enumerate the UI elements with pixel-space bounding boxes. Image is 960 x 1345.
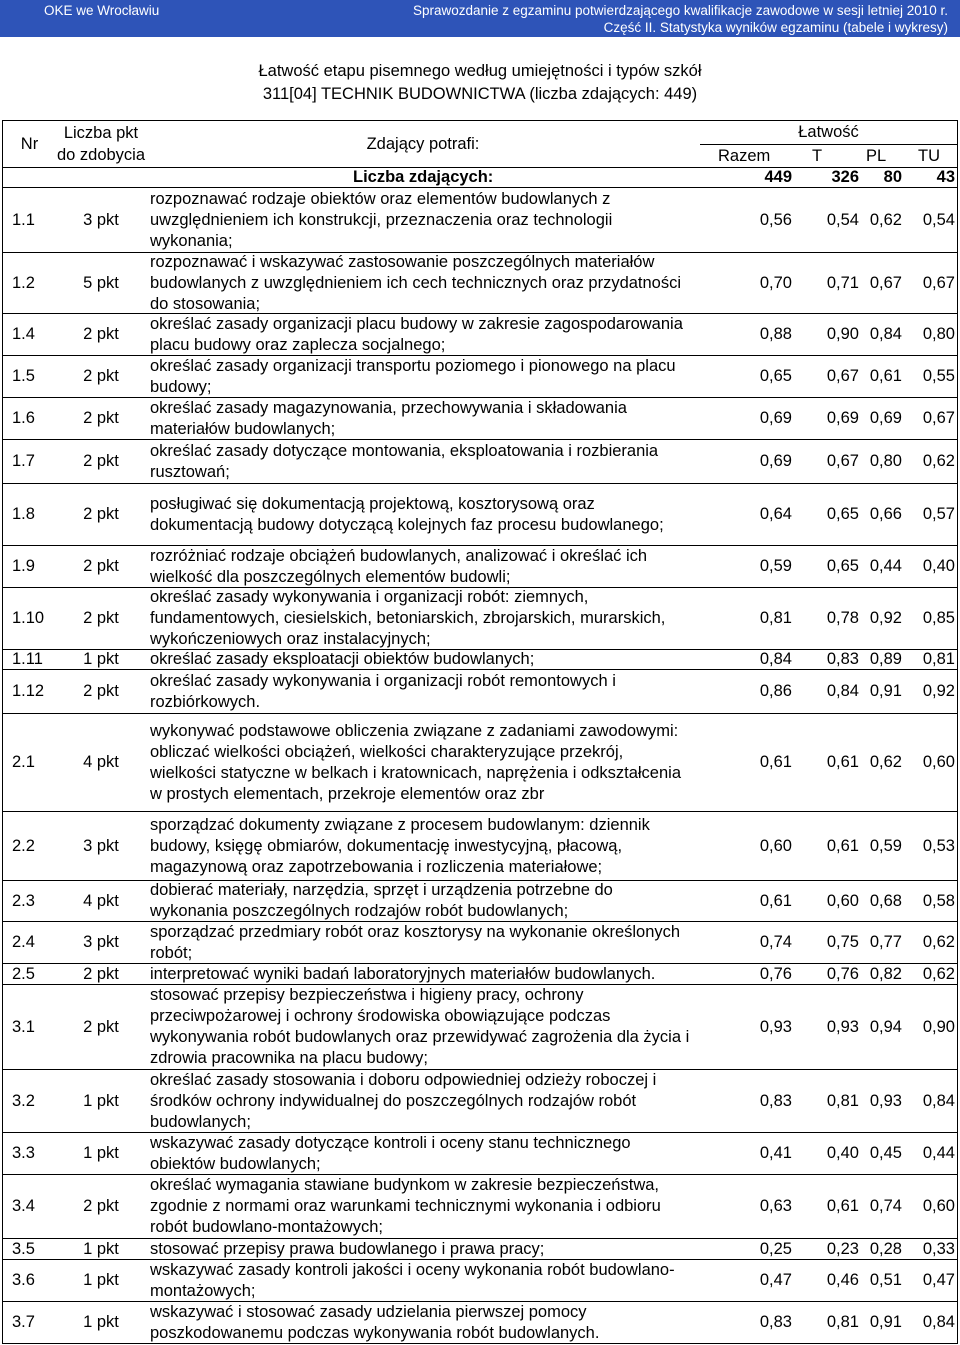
row-t-value: 0,65 xyxy=(826,557,859,575)
row-skill-line: wykończeniowych oraz instalacyjnych; xyxy=(150,630,431,648)
table-row xyxy=(3,356,957,398)
row-razem-value: 0,64 xyxy=(759,505,792,523)
row-razem-value: 0,25 xyxy=(759,1239,792,1258)
row-pl-value: 0,61 xyxy=(869,367,902,385)
row-tu-value: 0,80 xyxy=(922,325,955,343)
row-points: 2 pkt xyxy=(83,325,119,343)
row-points: 3 pkt xyxy=(83,210,119,229)
row-pl-value: 0,77 xyxy=(869,933,902,951)
row-skill-description xyxy=(146,670,700,713)
row-number: 3.2 xyxy=(12,1091,35,1110)
row-number: 1.12 xyxy=(12,682,45,700)
row-tu-value: 0,85 xyxy=(922,609,955,627)
row-pl-value: 0,91 xyxy=(869,682,902,700)
table-row xyxy=(3,188,957,253)
row-points: 5 pkt xyxy=(83,273,119,292)
row-tu-value: 0,58 xyxy=(922,891,955,910)
row-skill-description xyxy=(146,1302,700,1343)
row-razem-value: 0,86 xyxy=(759,682,792,700)
row-skill-description xyxy=(146,881,700,921)
count-row xyxy=(3,168,957,188)
row-number: 2.1 xyxy=(12,753,35,771)
row-tu-value: 0,90 xyxy=(922,1017,955,1036)
row-pl-value: 0,66 xyxy=(869,505,902,523)
row-tu-value: 0,92 xyxy=(922,682,955,700)
row-t-value: 0,67 xyxy=(826,452,859,470)
row-t-value: 0,40 xyxy=(826,1144,859,1162)
row-pl-value: 0,44 xyxy=(869,557,902,575)
row-pl-value: 0,92 xyxy=(869,609,902,627)
row-skill-line: wykonania poszczególnych rodzajów robót budowlanych; xyxy=(150,902,569,920)
row-razem-value: 0,81 xyxy=(759,609,792,627)
row-number: 1.8 xyxy=(12,505,35,523)
row-skill-line: rozróżniać rodzaje obciążeń budowlanych, analizować i określać ich xyxy=(150,546,648,565)
row-skill-line: określać zasady wykonywania i organizacji robót: ziemnych, xyxy=(150,588,589,606)
row-pl-value: 0,69 xyxy=(869,409,902,427)
row-skill-description xyxy=(146,714,700,811)
row-skill-line: rozbiórkowych. xyxy=(150,692,261,711)
row-number: 1.1 xyxy=(12,210,35,229)
row-number: 3.6 xyxy=(12,1271,35,1289)
header-difficulty: Łatwość xyxy=(700,121,957,145)
row-tu-value: 0,47 xyxy=(922,1271,955,1289)
row-points: 2 pkt xyxy=(83,557,119,575)
row-t-value: 0,69 xyxy=(826,409,859,427)
row-tu-value: 0,33 xyxy=(922,1239,955,1258)
row-skill-line: przeciwpożarowej i ochrony środowiska obowiązujące podczas xyxy=(150,1007,611,1025)
table-body xyxy=(3,188,957,1344)
count-pl: 80 xyxy=(883,168,902,186)
row-skill-description xyxy=(146,650,700,669)
page-title xyxy=(0,60,960,106)
row-number: 1.4 xyxy=(12,325,35,343)
row-razem-value: 0,65 xyxy=(759,367,792,385)
row-t-value: 0,67 xyxy=(826,367,859,385)
row-skill-description xyxy=(146,484,700,545)
row-tu-value: 0,67 xyxy=(922,273,955,292)
row-pl-value: 0,94 xyxy=(869,1017,902,1036)
row-skill-line: zdrowia pracownika na placu budowy; xyxy=(150,1049,428,1067)
row-skill-description xyxy=(146,985,700,1069)
row-t-value: 0,81 xyxy=(826,1313,859,1331)
table-header xyxy=(3,120,957,168)
row-number: 1.9 xyxy=(12,557,35,575)
row-skill-description xyxy=(146,812,700,880)
row-skill-description xyxy=(146,546,700,587)
row-t-value: 0,81 xyxy=(826,1091,859,1110)
row-skill-line: wskazywać i stosować zasady udzielania pierwszej pomocy xyxy=(150,1302,587,1321)
row-t-value: 0,90 xyxy=(826,325,859,343)
row-skill-line: obiektów budowlanych; xyxy=(150,1154,321,1173)
report-header-bar xyxy=(0,0,960,37)
table-row xyxy=(3,1133,957,1175)
table-row xyxy=(3,1239,957,1260)
row-t-value: 0,71 xyxy=(826,273,859,292)
row-skill-line: określać zasady magazynowania, przechowywania i składowania xyxy=(150,398,627,417)
row-number: 1.6 xyxy=(12,409,35,427)
table-row xyxy=(3,1070,957,1133)
row-skill-line: magazynową oraz zapotrzebowania i rozliczenia materiałowe; xyxy=(150,857,603,876)
row-tu-value: 0,81 xyxy=(922,650,955,668)
table-row xyxy=(3,314,957,356)
row-skill-line: budowlanych z uwzględnieniem ich cech technicznych oraz przydatności xyxy=(150,273,682,292)
row-razem-value: 0,70 xyxy=(759,273,792,292)
row-t-value: 0,46 xyxy=(826,1271,859,1289)
row-skill-description xyxy=(146,1133,700,1174)
row-number: 1.2 xyxy=(12,273,35,292)
row-tu-value: 0,55 xyxy=(922,367,955,385)
row-points: 1 pkt xyxy=(83,650,119,668)
row-skill-description xyxy=(146,1070,700,1132)
row-tu-value: 0,40 xyxy=(922,557,955,575)
header-razem: Razem xyxy=(718,146,771,165)
row-t-value: 0,84 xyxy=(826,682,859,700)
row-tu-value: 0,62 xyxy=(922,452,955,470)
row-skill-line: stosować przepisy bezpieczeństwa i higieny pracy, ochrony xyxy=(150,986,584,1004)
row-skill-line: rusztowań; xyxy=(150,462,230,481)
row-skill-line: materiałów budowlanych; xyxy=(150,419,336,438)
row-skill-line: montażowych; xyxy=(150,1281,256,1300)
header-t: T xyxy=(812,146,823,165)
row-razem-value: 0,93 xyxy=(759,1017,792,1036)
row-pl-value: 0,28 xyxy=(869,1239,902,1258)
row-skill-line: posługiwać się dokumentacją projektową, kosztorysową oraz xyxy=(150,494,595,513)
row-razem-value: 0,74 xyxy=(759,933,792,951)
row-razem-value: 0,76 xyxy=(759,964,792,983)
table-row xyxy=(3,812,957,881)
row-skill-line: dobierać materiały, narzędzia, sprzęt i urządzenia potrzebne do xyxy=(150,881,613,899)
table-row xyxy=(3,670,957,714)
row-skill-line: wykonywania robót budowlanych oraz przewidywać zagrożenia dla życia i xyxy=(150,1028,690,1046)
count-label: Liczba zdających: xyxy=(353,168,494,186)
header-points xyxy=(56,121,146,167)
row-number: 3.3 xyxy=(12,1144,35,1162)
row-number: 3.4 xyxy=(12,1197,35,1215)
row-skill-description xyxy=(146,314,700,355)
row-tu-value: 0,62 xyxy=(922,964,955,983)
row-pl-value: 0,67 xyxy=(869,273,902,292)
row-skill-description xyxy=(146,1175,700,1238)
row-t-value: 0,61 xyxy=(826,1197,859,1215)
row-number: 2.3 xyxy=(12,891,35,910)
row-skill-line: do stosowania; xyxy=(150,294,261,313)
table-row xyxy=(3,964,957,985)
row-razem-value: 0,83 xyxy=(759,1313,792,1331)
header-skill: Zdający potrafi: xyxy=(366,134,480,153)
row-razem-value: 0,60 xyxy=(759,836,792,855)
row-razem-value: 0,84 xyxy=(759,650,792,668)
count-tu: 43 xyxy=(936,168,955,186)
row-number: 2.5 xyxy=(12,964,35,983)
row-t-value: 0,65 xyxy=(826,505,859,523)
row-skill-line: w prostych elementach, przekroje elementów oraz zbr xyxy=(150,784,545,803)
table-row xyxy=(3,1260,957,1302)
table-row xyxy=(3,440,957,484)
row-points: 2 pkt xyxy=(83,682,119,700)
row-skill-line: wykonania; xyxy=(150,231,233,250)
row-points: 2 pkt xyxy=(83,1197,119,1215)
row-razem-value: 0,88 xyxy=(759,325,792,343)
difficulty-table xyxy=(2,120,958,1344)
row-skill-line: sporządzać dokumenty związane z procesem budowlanym: dziennik xyxy=(150,815,650,834)
row-skill-line: środków ochrony indywidualnej do poszczególnych rodzajów robót xyxy=(150,1091,637,1110)
row-skill-line: stosować przepisy prawa budowlanego i prawa pracy; xyxy=(150,1239,545,1258)
row-number: 1.5 xyxy=(12,367,35,385)
row-skill-line: dokumentacją budowy dotyczącą kolejnych faz procesu budowlanego; xyxy=(150,515,664,534)
row-t-value: 0,61 xyxy=(826,753,859,771)
row-skill-line: robót; xyxy=(150,943,193,962)
table-row xyxy=(3,253,957,314)
row-pl-value: 0,93 xyxy=(869,1091,902,1110)
row-points: 2 pkt xyxy=(83,964,119,983)
row-number: 3.5 xyxy=(12,1239,35,1258)
row-skill-line: placu budowy oraz zaplecza socjalnego; xyxy=(150,335,446,354)
row-skill-description xyxy=(146,188,700,252)
table-row xyxy=(3,546,957,588)
report-title-line2: Część II. Statystyka wyników egzaminu (tabele i wykresy) xyxy=(603,20,948,35)
row-razem-value: 0,69 xyxy=(759,409,792,427)
row-tu-value: 0,57 xyxy=(922,505,955,523)
row-razem-value: 0,56 xyxy=(759,210,792,229)
row-skill-line: uwzględnieniem ich konstrukcji, przeznaczenia oraz technologii xyxy=(150,210,613,229)
header-points-line1: Liczba pkt xyxy=(63,124,139,142)
row-tu-value: 0,53 xyxy=(922,836,955,855)
row-points: 4 pkt xyxy=(83,753,119,771)
row-skill-description xyxy=(146,1239,700,1259)
row-points: 2 pkt xyxy=(83,1017,119,1036)
row-skill-description xyxy=(146,356,700,397)
count-t: 326 xyxy=(831,168,859,186)
table-row xyxy=(3,714,957,812)
row-points: 2 pkt xyxy=(83,505,119,523)
row-skill-description xyxy=(146,253,700,313)
row-skill-line: określać wymagania stawiane budynkom w zakresie bezpieczeństwa, xyxy=(150,1176,659,1194)
row-razem-value: 0,61 xyxy=(759,891,792,910)
table-row xyxy=(3,650,957,670)
row-number: 1.10 xyxy=(12,609,45,627)
row-t-value: 0,76 xyxy=(826,964,859,983)
table-row xyxy=(3,922,957,964)
row-razem-value: 0,69 xyxy=(759,452,792,470)
row-points: 2 pkt xyxy=(83,409,119,427)
header-tu: TU xyxy=(918,146,940,165)
row-points: 2 pkt xyxy=(83,367,119,385)
report-title-block xyxy=(413,2,948,36)
row-tu-value: 0,44 xyxy=(922,1144,955,1162)
table-row xyxy=(3,398,957,440)
row-skill-line: wielkości statyczne w belkach i kratownicach, naprężenia i odkształcenia xyxy=(150,763,682,782)
row-skill-line: budowy, księgę obmiarów, dokumentację inwestycyjną, płacową, xyxy=(150,836,623,855)
page-title-line2: 311[04] TECHNIK BUDOWNICTWA (liczba zdających: 449) xyxy=(262,85,698,103)
row-t-value: 0,60 xyxy=(826,891,859,910)
table-row xyxy=(3,484,957,546)
row-pl-value: 0,89 xyxy=(869,650,902,668)
row-tu-value: 0,60 xyxy=(922,753,955,771)
row-number: 1.7 xyxy=(12,452,35,470)
row-skill-description xyxy=(146,1260,700,1301)
row-skill-line: określać zasady eksploatacji obiektów budowlanych; xyxy=(150,650,535,668)
header-points-line2: do zdobycia xyxy=(56,146,146,164)
row-pl-value: 0,51 xyxy=(869,1271,902,1289)
row-skill-description xyxy=(146,964,700,984)
row-number: 3.7 xyxy=(12,1313,35,1331)
row-skill-line: poszkodowanemu podczas wykonywania robót budowlanych. xyxy=(150,1323,600,1342)
row-skill-line: określać zasady wykonywania i organizacji robót remontowych i xyxy=(150,671,616,690)
row-pl-value: 0,62 xyxy=(869,210,902,229)
table-row xyxy=(3,1302,957,1344)
row-pl-value: 0,62 xyxy=(869,753,902,771)
row-t-value: 0,23 xyxy=(826,1239,859,1258)
row-razem-value: 0,41 xyxy=(759,1144,792,1162)
row-skill-line: wykonywać podstawowe obliczenia związane z zadaniami zawodowymi: xyxy=(150,721,679,740)
row-razem-value: 0,63 xyxy=(759,1197,792,1215)
row-skill-line: budowlanych; xyxy=(150,1112,251,1131)
row-pl-value: 0,82 xyxy=(869,964,902,983)
table-row xyxy=(3,985,957,1070)
row-skill-description xyxy=(146,398,700,439)
row-number: 3.1 xyxy=(12,1017,35,1036)
row-razem-value: 0,59 xyxy=(759,557,792,575)
row-skill-line: określać zasady organizacji placu budowy w zakresie zagospodarowania xyxy=(150,314,683,333)
row-tu-value: 0,62 xyxy=(922,933,955,951)
row-skill-line: określać zasady organizacji transportu poziomego i pionowego na placu xyxy=(150,356,676,375)
row-points: 1 pkt xyxy=(83,1271,119,1289)
row-t-value: 0,54 xyxy=(826,210,859,229)
row-tu-value: 0,60 xyxy=(922,1197,955,1215)
row-razem-value: 0,83 xyxy=(759,1091,792,1110)
row-skill-line: fundamentowych, ciesielskich, betoniarskich, zbrojarskich, murarskich, xyxy=(150,609,666,627)
row-pl-value: 0,68 xyxy=(869,891,902,910)
row-points: 4 pkt xyxy=(83,891,119,910)
row-skill-description xyxy=(146,440,700,483)
row-tu-value: 0,84 xyxy=(922,1313,955,1331)
row-points: 2 pkt xyxy=(83,452,119,470)
row-skill-line: wskazywać zasady dotyczące kontroli i oceny stanu technicznego xyxy=(150,1133,631,1152)
row-pl-value: 0,91 xyxy=(869,1313,902,1331)
row-razem-value: 0,61 xyxy=(759,753,792,771)
row-points: 2 pkt xyxy=(83,609,119,627)
row-skill-line: wielkość dla poszczególnych elementów budowli; xyxy=(150,567,511,586)
row-number: 2.4 xyxy=(12,933,35,951)
page-title-line1: Łatwość etapu pisemnego według umiejętności i typów szkół xyxy=(258,62,702,80)
report-title-line1: Sprawozdanie z egzaminu potwierdzającego kwalifikacje zawodowe w sesji letniej 2010 r. xyxy=(412,3,948,18)
row-skill-description xyxy=(146,588,700,649)
row-points: 3 pkt xyxy=(83,836,119,855)
row-t-value: 0,75 xyxy=(826,933,859,951)
row-pl-value: 0,80 xyxy=(869,452,902,470)
row-razem-value: 0,47 xyxy=(759,1271,792,1289)
row-skill-line: robót budowlano-montażowych; xyxy=(150,1218,383,1236)
row-points: 1 pkt xyxy=(83,1239,119,1258)
row-tu-value: 0,54 xyxy=(922,210,955,229)
row-skill-line: rozpoznawać i wskazywać zastosowanie poszczególnych materiałów xyxy=(150,252,655,271)
row-pl-value: 0,84 xyxy=(869,325,902,343)
header-pl: PL xyxy=(866,146,887,165)
row-skill-line: obliczać wielkości obciążeń, wielkości charakteryzujące przekrój, xyxy=(150,742,624,761)
row-tu-value: 0,84 xyxy=(922,1091,955,1110)
row-t-value: 0,78 xyxy=(826,609,859,627)
row-t-value: 0,93 xyxy=(826,1017,859,1036)
row-skill-line: rozpoznawać rodzaje obiektów oraz elementów budowlanych z xyxy=(150,189,611,208)
row-pl-value: 0,59 xyxy=(869,836,902,855)
count-razem: 449 xyxy=(764,168,792,186)
row-skill-line: określać zasady dotyczące montowania, eksploatowania i rozbierania xyxy=(150,441,659,460)
row-tu-value: 0,67 xyxy=(922,409,955,427)
row-skill-description xyxy=(146,922,700,963)
row-skill-line: zgodnie z normami oraz warunkami technicznymi wykonania i odbioru xyxy=(150,1197,661,1215)
row-points: 1 pkt xyxy=(83,1091,119,1110)
row-points: 1 pkt xyxy=(83,1144,119,1162)
row-t-value: 0,61 xyxy=(826,836,859,855)
table-row xyxy=(3,881,957,922)
row-skill-line: określać zasady stosowania i doboru odpowiedniej odzieży roboczej i xyxy=(150,1070,657,1089)
row-t-value: 0,83 xyxy=(826,650,859,668)
row-skill-line: sporządzać przedmiary robót oraz kosztorysy na wykonanie określonych xyxy=(150,922,681,941)
row-pl-value: 0,74 xyxy=(869,1197,902,1215)
row-skill-line: wskazywać zasady kontroli jakości i oceny wykonania robót budowlano- xyxy=(150,1260,675,1279)
table-row xyxy=(3,1175,957,1239)
header-nr: Nr xyxy=(20,134,39,153)
row-points: 3 pkt xyxy=(83,933,119,951)
row-number: 2.2 xyxy=(12,836,35,855)
organization-name: OKE we Wrocławiu xyxy=(44,3,160,18)
row-points: 1 pkt xyxy=(83,1313,119,1331)
row-skill-line: budowy; xyxy=(150,377,212,396)
row-skill-line: interpretować wyniki badań laboratoryjnych materiałów budowlanych. xyxy=(150,964,656,983)
table-row xyxy=(3,588,957,650)
row-number: 1.11 xyxy=(12,650,43,668)
row-pl-value: 0,45 xyxy=(869,1144,902,1162)
